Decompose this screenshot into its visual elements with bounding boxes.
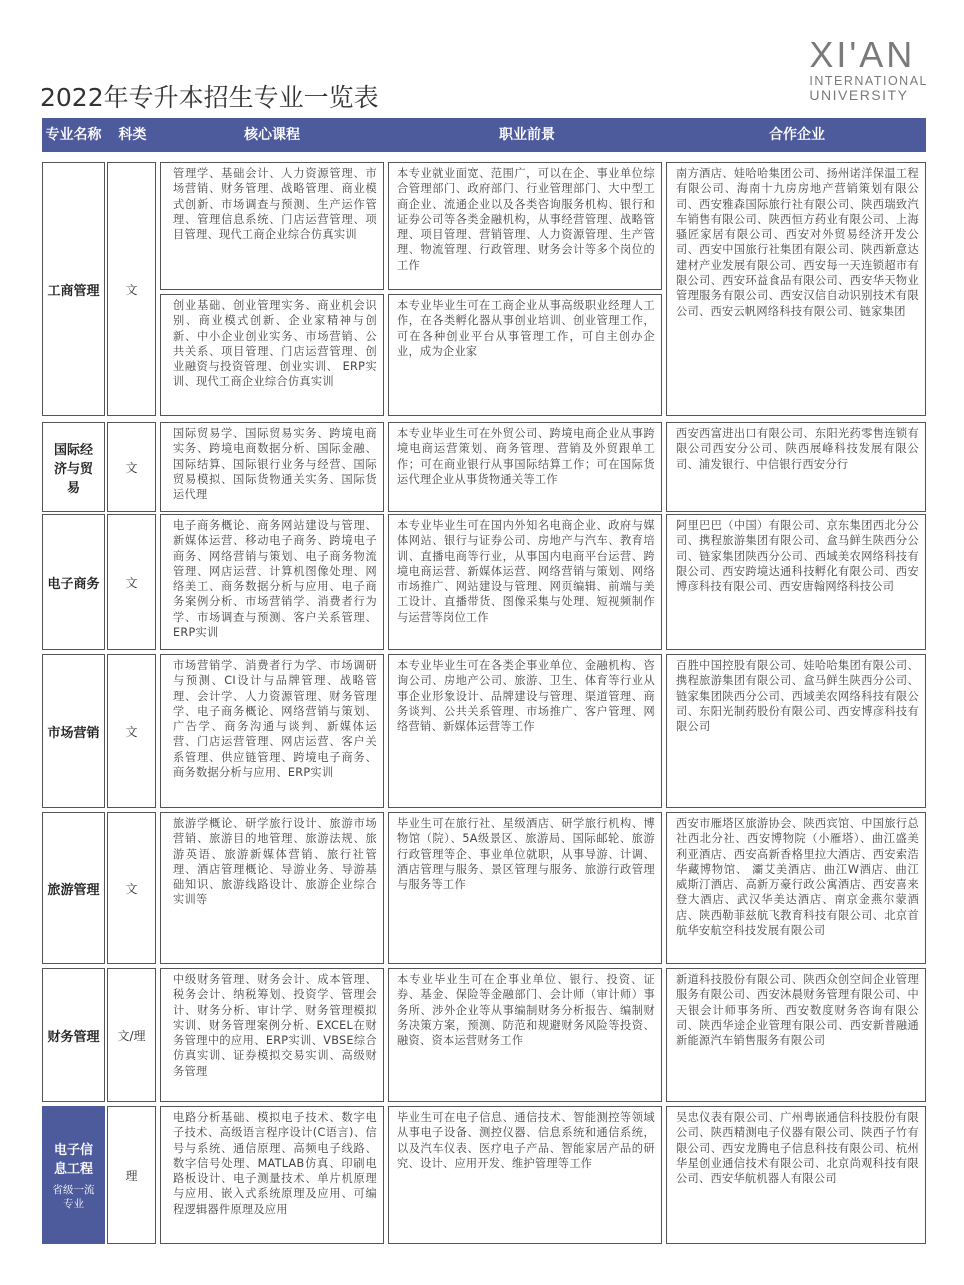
- logo-line1: INTERNATIONAL: [809, 74, 928, 88]
- row-category: 文/理: [107, 968, 156, 1102]
- courses-cell: 中级财务管理、财务会计、成本管理、税务会计、纳税筹划、投资学、管理会计、财务分析、审计学、财务管理模拟实训、财务管理案例分析、EXCEL在财务管理中的应用、ERP实训、VBSE综合仿真实训、证券模拟交易实训、高级财务管理: [160, 968, 384, 1102]
- page-title: 2022年专升本招生专业一览表: [40, 83, 379, 112]
- career-cell: 本专业就业面宽、范围广，可以在企、事业单位综合管理部门、政府部门、行业管理部门、大中型工商企业、流通企业以及各类咨询服务机构、银行和证券公司等各类金融机构，从事经营管理、战略管理、项目管理、营销管理、人力资源管理、生产管理、物流管理、行政管理、财务会计等多个岗位的工作: [388, 162, 662, 290]
- career-cell: 毕业生可在旅行社、星级酒店、研学旅行机构、博物馆（院）、5A级景区、旅游局、国际邮轮、旅游行政管理等企、事业单位就职，从事导游、计调、酒店管理与服务、景区管理与服务、旅游行政管理与服务等工作: [388, 812, 662, 964]
- partners-cell: 新道科技股份有限公司、陕西众创空间企业管理服务有限公司、西安沐晨财务管理有限公司、中天银会计师事务所、西安数度财务咨询有限公司、陕西华途企业管理有限公司、西安新普融通新能源汽车销售服务有限公司: [666, 968, 926, 1102]
- courses-cell: 国际贸易学、国际贸易实务、跨境电商实务、跨境电商数据分析、国际金融、国际结算、国际银行业务与经营、国际贸易模拟、国际货物通关实务、国际货运代理: [160, 422, 384, 512]
- header-career: 职业前景: [499, 127, 555, 143]
- partners-cell: 吴忠仪表有限公司、广州粤嵌通信科技股份有限公司、陕西精测电子仪器有限公司、陕西子竹有限公司、西安龙腾电子信息科技有限公司、杭州华星创业通信技术有限公司、北京尚观科技有限公司、西安华航机器人有限公司: [666, 1106, 926, 1244]
- row-category: 理: [107, 1106, 156, 1244]
- career-cell: 本专业毕业生可在各类企事业单位、金融机构、咨询公司、房地产公司、旅游、卫生、体育等行业从事企业形象设计、品牌建设与管理、渠道管理、商务谈判、公共关系管理、市场推广、客户管理、网络营销、新媒体运营等工作: [388, 654, 662, 808]
- courses-cell: 市场营销学、消费者行为学、市场调研与预测、CI设计与品牌管理、战略管理、会计学、人力资源管理、财务管理学、电子商务概论、网络营销与策划、广告学、商务沟通与谈判、新媒体运营、门店运营管理、网店运营、客户关系管理、供应链管理、跨境电子商务、商务数据分析与应用、ERP实训: [160, 654, 384, 808]
- row-name-tourism: 旅游管理: [42, 812, 105, 964]
- row-category: 文: [107, 422, 156, 512]
- courses-cell: 电路分析基础、模拟电子技术、数字电子技术、高级语言程序设计(C语言)、信号与系统、通信原理、高频电子线路、数字信号处理、MATLAB仿真、印刷电路板设计、电子测量技术、单片机原理与应用、嵌入式系统原理及应用、可编程逻辑器件原理及应用: [160, 1106, 384, 1244]
- career-cell: 本专业毕业生可在外贸公司、跨境电商企业从事跨境电商运营策划、商务管理、营销及外贸跟单工作；可在商业银行从事国际结算工作；可在国际货运代理企业从事货物通关等工作: [388, 422, 662, 512]
- row-name-electronic-info: [42, 1106, 105, 1244]
- partners-cell: 阿里巴巴（中国）有限公司、京东集团西北分公司、携程旅游集团有限公司、盒马鲜生陕西分公司、链家集团陕西分公司、西域美农网络科技有限公司、西安跨境达通科技孵化有限公司、西安博彦科技有限公司、西安唐翰网络科技公司: [666, 514, 926, 650]
- logo-name: XI'AN: [809, 34, 916, 75]
- career-cell: 本专业毕业生可在国内外知名电商企业、政府与媒体网站、银行与证券公司、房地产与汽车、教育培训、直播电商等行业，从事国内电商平台运营、跨境电商运营、新媒体运营、网络营销与策划、网络市场推广、网站建设与管理、网页编辑、前端与美工设计、直播带货、图像采集与处理、短视频制作与运营等岗位工作: [388, 514, 662, 650]
- header-major: 专业名称: [45, 127, 102, 143]
- header-partners: 合作企业: [769, 127, 825, 143]
- partners-cell: 百胜中国控股有限公司、娃哈哈集团有限公司、携程旅游集团有限公司、盒马鲜生陕西分公司、链家集团陕西分公司、西域美农网络科技有限公司、东阳光制药股份有限公司、西安博彦科技有限公司: [666, 654, 926, 808]
- partners-cell: 西安市雁塔区旅游协会、陕西宾馆、中国旅行总社西北分社、西安博物院（小雁塔）、曲江盛美利亚酒店、西安高新香格里拉大酒店、西安索浩华藏博物馆、 灞艾美酒店、曲江W酒店、曲江威斯汀酒店、高新万豪行政公寓酒店、西安喜来登大酒店、武汉华美达酒店、南京金燕尔蒙酒店、陕西勒菲兹航飞教育科技有限公司、北京首航华安航空科技发展有限公司: [666, 812, 926, 964]
- table-header: [42, 118, 926, 152]
- logo-line2: UNIVERSITY: [809, 87, 909, 103]
- row-name-text: 电子信息工程: [53, 1143, 93, 1177]
- courses-cell: 管理学、基础会计、人力资源管理、市场营销、财务管理、战略管理、商业模式创新、市场调查与预测、生产运作管理、管理信息系统、门店运营管理、项目管理、现代工商企业综合仿真实训: [160, 162, 384, 290]
- row-name-marketing: 市场营销: [42, 654, 105, 808]
- row-name-finance: 财务管理: [42, 968, 105, 1102]
- career-cell: 本专业毕业生可在企事业单位、银行、投资、证券、基金、保险等金融部门、会计师（审计师）事务所、涉外企业等从事编制财务分析报告、编制财务决策方案，预测、防范和规避财务风险等投资、融资、资本运营财务工作: [388, 968, 662, 1102]
- header-courses: 核心课程: [244, 127, 300, 143]
- row-name-intl-trade: 国际经济与贸易: [42, 422, 105, 512]
- university-logo: [809, 36, 928, 103]
- career-cell: 毕业生可在电子信息、通信技术、智能测控等领域从事电子设备、测控仪器、信息系统和通信系统，以及汽车仪表、医疗电子产品、智能家居产品的研究、设计、应用开发、维护管理等工作: [388, 1106, 662, 1244]
- courses-cell: 电子商务概论、商务网站建设与管理、新媒体运营、移动电子商务、跨境电子商务、网络营销与策划、电子商务物流管理、网店运营、计算机图像处理、网络美工、商务数据分析与应用、电子商务案例分析、市场营销学、消费者行为学、市场调查与预测、客户关系管理、ERP实训: [160, 514, 384, 650]
- career-cell: 本专业毕业生可在工商企业从事高级职业经理人工作，在各类孵化器从事创业培训、创业管理工作，可在各种创业平台从事管理工作，可自主创办企业，成为企业家: [388, 294, 662, 416]
- row-category: 文: [107, 812, 156, 964]
- row-category: 文: [107, 654, 156, 808]
- row-category: 文: [107, 162, 156, 416]
- header-category: 科类: [118, 127, 147, 143]
- partners-cell: 西安西富进出口有限公司、东阳光药零售连锁有限公司西安分公司、陕西展峰科技发展有限公司、浦发银行、中信银行西安分行: [666, 422, 926, 512]
- courses-cell: 创业基础、创业管理实务、商业机会识别、商业模式创新、企业家精神与创新、中小企业创业实务、市场营销、公共关系、项目管理、门店运营管理、创业融资与投资管理、创业实训、 ERP实训、现代工商企业综合仿真实训: [160, 294, 384, 416]
- row-name-business-admin: 工商管理: [42, 162, 105, 416]
- row-name-ecommerce: 电子商务: [42, 514, 105, 650]
- courses-cell: 旅游学概论、研学旅行设计、旅游市场营销、旅游目的地管理、旅游法规、旅游英语、旅游新媒体营销、旅行社管理、酒店管理概论、导游业务、导游基础知识、旅游线路设计、旅游企业综合实训等: [160, 812, 384, 964]
- partners-cell: 南方酒店、娃哈哈集团公司、扬州诺洋保温工程有限公司、海南十九房房地产营销策划有限公司、西安雅森国际旅行社有限公司、陕西瑞致汽车销售有限公司、陕西恒方药业有限公司、上海骚匠家居有限公司、西安对外贸易经济开发公司、西安中国旅行社集团有限公司、陕西新意达建材产业发展有限公司、西安每一天连锁超市有限公司、西安环益食品有限公司、西安华天物业管理服务有限公司、西安汉信自动识别技术有限公司、西安云帆网络科技有限公司、链家集团: [666, 162, 926, 416]
- first-class-badge: 省级一流专业: [52, 1184, 95, 1210]
- row-category: 文: [107, 514, 156, 650]
